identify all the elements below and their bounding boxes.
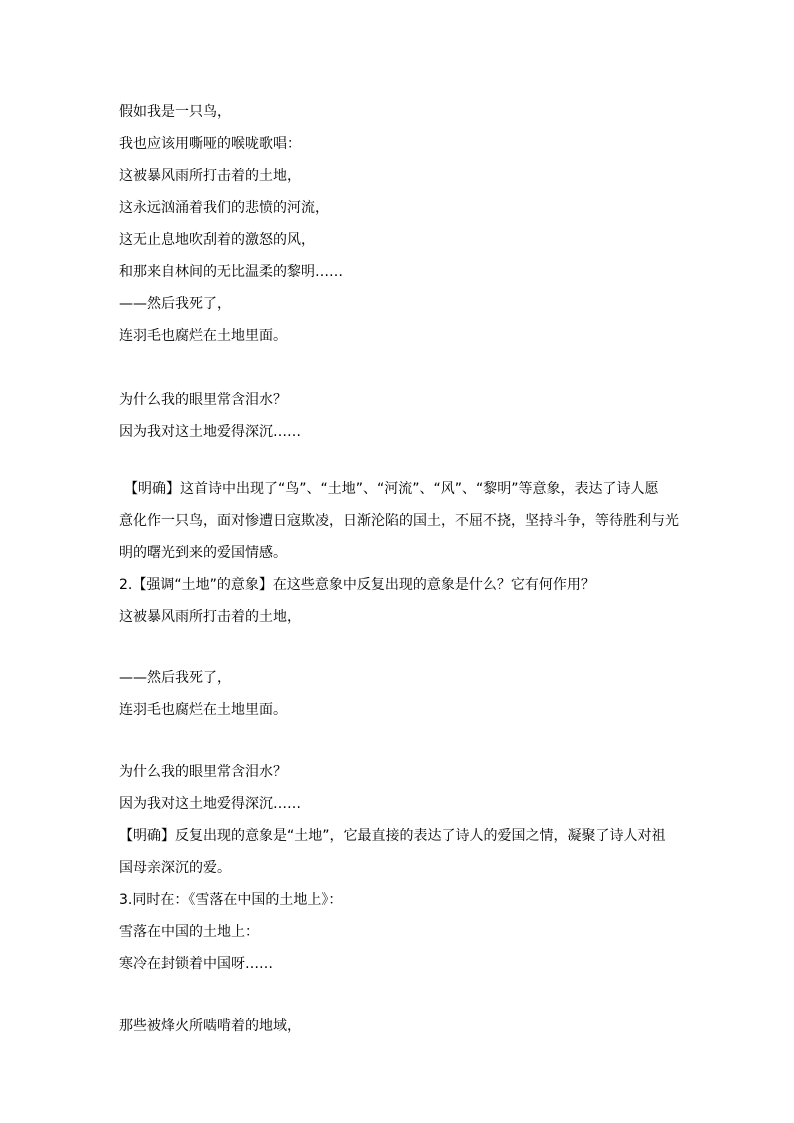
poem-line: 这被暴风雨所打击着的土地，	[119, 168, 301, 184]
poem-line: 这永远汹涌着我们的悲愤的河流，	[119, 200, 329, 216]
answer-paragraph-line: 意化作一只鸟，面对惨遭日寇欺凌，日渐沦陷的国土，不屈不挠，坚持斗争，等待胜利与光	[119, 513, 679, 529]
answer-paragraph-line: 明的曙光到来的爱国情感。	[119, 545, 287, 561]
poem-line: 雪落在中国的土地上：	[119, 924, 259, 940]
poem-line: ——然后我死了，	[119, 296, 231, 312]
answer-paragraph-line: 【明确】反复出现的意象是“土地”，它最直接的表达了诗人的爱国之情，凝聚了诗人对祖	[119, 828, 666, 844]
poem-line: 这无止息地吹刮着的激怒的风，	[119, 232, 315, 248]
poem-line: 寒冷在封锁着中国呀……	[119, 956, 273, 972]
answer-paragraph-line: 【明确】这首诗中出现了“鸟”、“土地”、“河流”、“风”、“黎明”等意象，表达了诗人愿	[124, 481, 659, 497]
poem-line: 因为我对这土地爱得深沉……	[119, 424, 301, 440]
poem-line: 为什么我的眼里常含泪水？	[119, 764, 287, 780]
answer-paragraph-line: 国母亲深沉的爱。	[119, 860, 231, 876]
poem-line: 为什么我的眼里常含泪水？	[119, 392, 287, 408]
question-heading: 3.同时在：《雪落在中国的土地上》：	[119, 892, 343, 908]
poem-line: 那些被烽火所啮啃着的地域，	[119, 1018, 301, 1034]
poem-line: 和那来自林间的无比温柔的黎明……	[119, 264, 343, 280]
poem-line: 我也应该用嘶哑的喉咙歌唱：	[119, 136, 301, 152]
poem-line: ——然后我死了，	[119, 670, 231, 686]
poem-line: 连羽毛也腐烂在土地里面。	[119, 702, 287, 718]
question-heading: 2.【强调“土地”的意象】在这些意象中反复出现的意象是什么？它有何作用？	[119, 577, 595, 593]
poem-line: 因为我对这土地爱得深沉……	[119, 796, 301, 812]
poem-line: 连羽毛也腐烂在土地里面。	[119, 328, 287, 344]
poem-line: 假如我是一只鸟，	[119, 104, 231, 120]
poem-line: 这被暴风雨所打击着的土地，	[119, 609, 301, 625]
